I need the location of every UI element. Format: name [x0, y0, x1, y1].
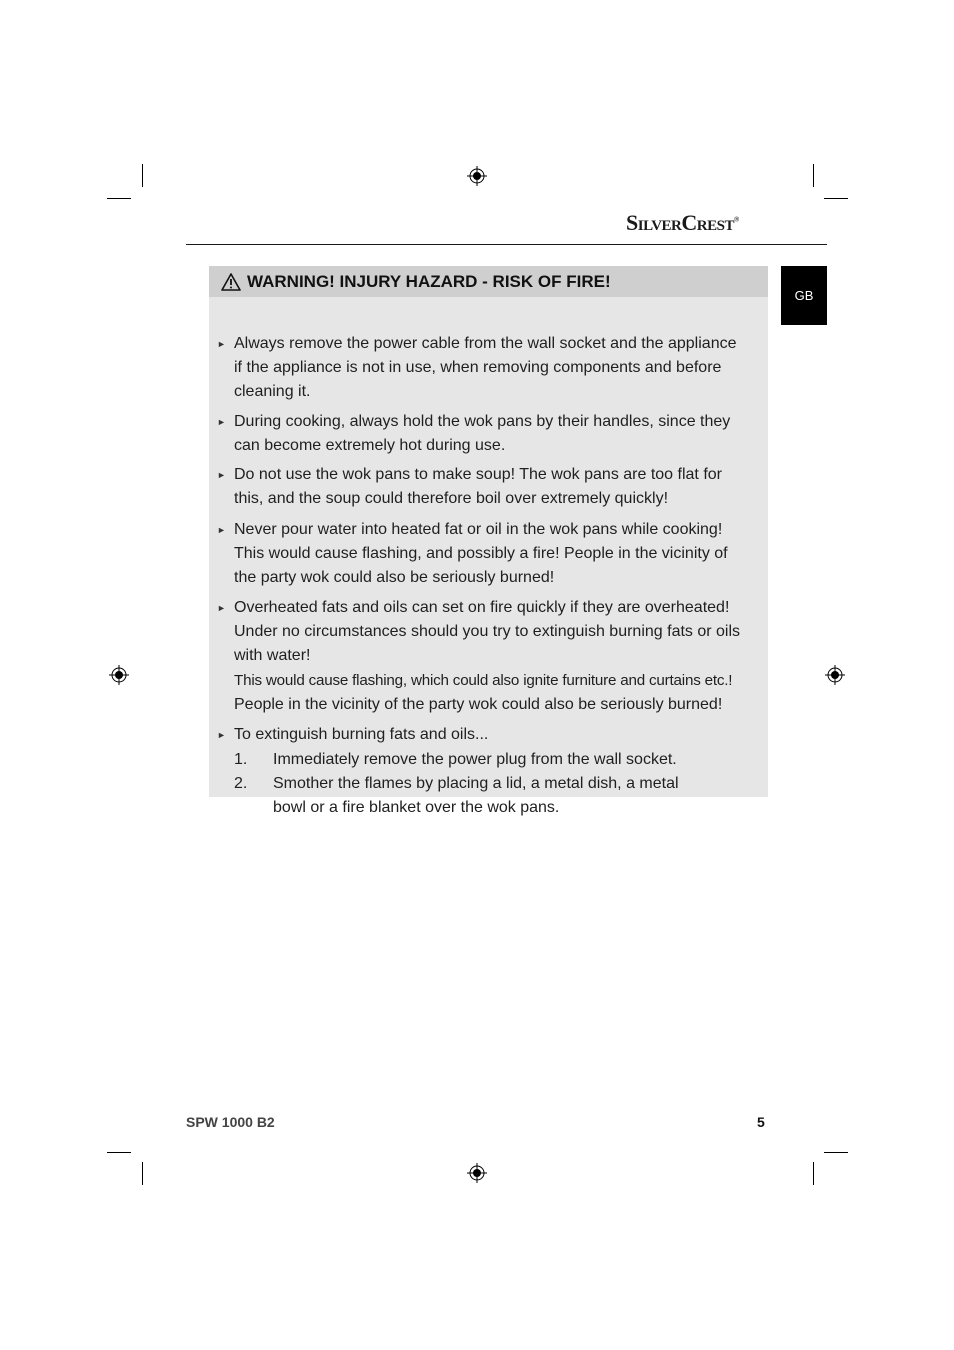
list-item-text: During cooking, always hold the wok pans by their handles, since they	[234, 413, 731, 430]
registration-mark-icon	[109, 665, 129, 685]
list-item-text: This would cause flashing, and possibly a fire! People in the vicinity of	[234, 545, 728, 563]
crop-mark	[142, 1162, 143, 1185]
brand-logo: SilverCrest®	[626, 210, 739, 235]
warning-header	[209, 266, 768, 297]
list-item-text: the party wok could also be seriously burned!	[234, 569, 555, 587]
list-item-text: Do not use the wok pans to make soup! The wok pans are too flat for	[234, 466, 722, 483]
crop-mark	[813, 164, 814, 187]
list-item-text: Always remove the power cable from the wall socket and the appliance	[234, 335, 737, 352]
list-item-text: This would cause flashing, which could also ignite furniture and curtains etc.!	[234, 671, 733, 689]
bullet-arrow-icon: ►	[217, 730, 226, 740]
list-item-text: can become extremely hot during use.	[234, 437, 506, 455]
registration-mark-icon	[467, 1163, 487, 1183]
list-item	[209, 596, 757, 717]
list-item-text: Never pour water into heated fat or oil in the wok pans while cooking!	[234, 521, 723, 538]
registration-mark-icon	[467, 166, 487, 186]
crop-mark	[107, 198, 131, 199]
list-item-text: Under no circumstances should you try to extinguish burning fats or oils	[234, 623, 741, 641]
bullet-arrow-icon: ►	[217, 339, 226, 349]
step-text: Immediately remove the power plug from the wall socket.	[273, 751, 677, 768]
crop-mark	[142, 164, 143, 187]
warning-box	[209, 266, 768, 817]
bullet-arrow-icon: ►	[217, 603, 226, 613]
numbered-step	[234, 772, 734, 820]
crop-mark	[824, 1152, 848, 1153]
crop-mark	[824, 198, 848, 199]
numbered-step	[234, 748, 734, 772]
warning-triangle-icon	[221, 273, 241, 291]
list-item-text: with water!	[234, 647, 311, 665]
language-tab: GB	[781, 266, 827, 325]
list-item	[209, 463, 757, 511]
list-item-text: cleaning it.	[234, 383, 311, 401]
crop-mark	[107, 1152, 131, 1153]
bullet-arrow-icon: ►	[217, 417, 226, 427]
list-item	[209, 332, 757, 405]
list-item-text: if the appliance is not in use, when removing components and before	[234, 359, 722, 377]
step-number: 1.	[234, 751, 248, 768]
step-text: bowl or a fire blanket over the wok pans.	[273, 799, 560, 817]
list-item-text: People in the vicinity of the party wok could also be seriously burned!	[234, 695, 723, 713]
bullet-arrow-icon: ►	[217, 470, 226, 480]
warning-title: WARNING! INJURY HAZARD - RISK OF FIRE!	[247, 271, 611, 291]
list-item	[209, 410, 757, 458]
list-item-text: this, and the soup could therefore boil over extremely quickly!	[234, 490, 669, 508]
page-number: 5	[757, 1114, 765, 1130]
crop-mark	[813, 1162, 814, 1185]
list-item-text: To extinguish burning fats and oils...	[234, 726, 489, 743]
footer-model-number: SPW 1000 B2	[186, 1114, 275, 1130]
list-item	[209, 518, 757, 591]
list-item	[209, 723, 757, 747]
registration-mark-icon	[825, 665, 845, 685]
bullet-arrow-icon: ►	[217, 525, 226, 535]
header-divider	[186, 244, 827, 245]
list-item-text: Overheated fats and oils can set on fire quickly if they are overheated!	[234, 599, 730, 616]
step-number: 2.	[234, 775, 248, 792]
brand-logo-text: SilverCrest	[626, 210, 734, 235]
step-text: Smother the flames by placing a lid, a metal dish, a metal	[273, 775, 679, 792]
